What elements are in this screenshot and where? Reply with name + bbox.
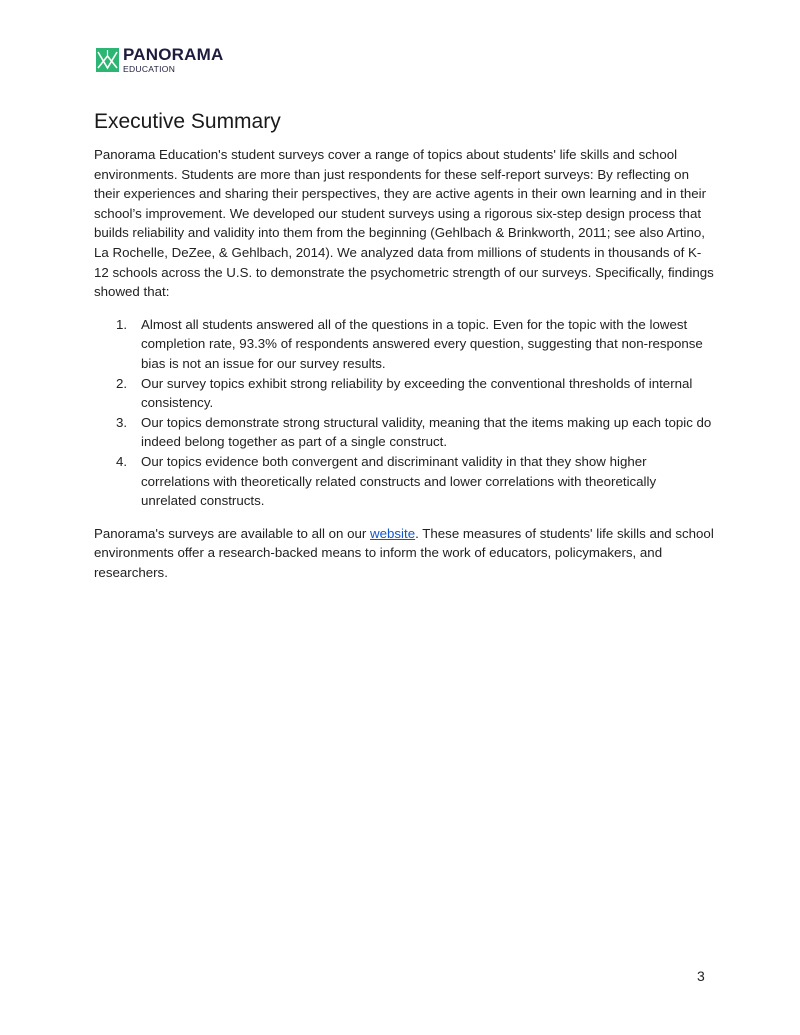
page-number: 3 [697,968,705,984]
list-item-text: Our topics evidence both convergent and discriminant validity in that they show higher correlations with theoretically related constructs and lower correlations with theoretically unrelated constructs. [141,453,657,509]
list-item-number: 4. [116,453,128,469]
list-item-number: 2. [116,375,128,391]
list-item-number: 1. [116,316,128,332]
page-title: Executive Summary [94,110,281,133]
list-item [94,374,714,413]
closing-text-before-link: Panorama's surveys are available to all on our [94,525,371,541]
list-item [94,315,714,374]
list-item [94,413,714,452]
list-item-number: 3. [116,414,128,430]
list-item-text: Our topics demonstrate strong structural validity, meaning that the items making up each topic do indeed belong together as part of a single construct. [141,414,712,450]
document-body [94,145,714,582]
website-link[interactable]: website [370,525,416,541]
findings-list [94,315,714,511]
list-item-text: Almost all students answered all of the questions in a topic. Even for the topic with the lowest completion rate, 93.3% of respondents answered every question, suggesting that non-response bias is not an issue for our survey results. [141,316,703,371]
closing-text-after-link: . These measures of students' life skills and school environments offer a research-backed means to inform the work of educators, policymakers, and researchers. [94,525,714,580]
panorama-logo [96,47,226,75]
panorama-logo-icon [96,48,119,72]
list-item [94,452,714,511]
logo-subtitle: EDUCATION [123,64,176,74]
intro-paragraph: Panorama Education's student surveys cover a range of topics about students' life skills and school environments. Students are more than just respondents for these self-report surveys: By reflecting on their experiences and sharing their perspectives, they are active agents in their own learning and in their school’s improvement. We developed our student surveys using a rigorous six-step design process that builds reliability and validity into them from the beginning (Gehlbach & Brinkworth, 2011; see also Artino, La Rochelle, DeZee, & Gehlbach, 2014). We analyzed data from millions of students in thousands of K-12 schools across the U.S. to demonstrate the psychometric strength of our surveys. Specifically, findings showed that: [94,147,714,300]
logo-wordmark: PANORAMA [123,45,224,64]
closing-paragraph [94,524,714,583]
list-item-text: Our survey topics exhibit strong reliability by exceeding the conventional thresholds of internal consistency. [141,375,693,411]
